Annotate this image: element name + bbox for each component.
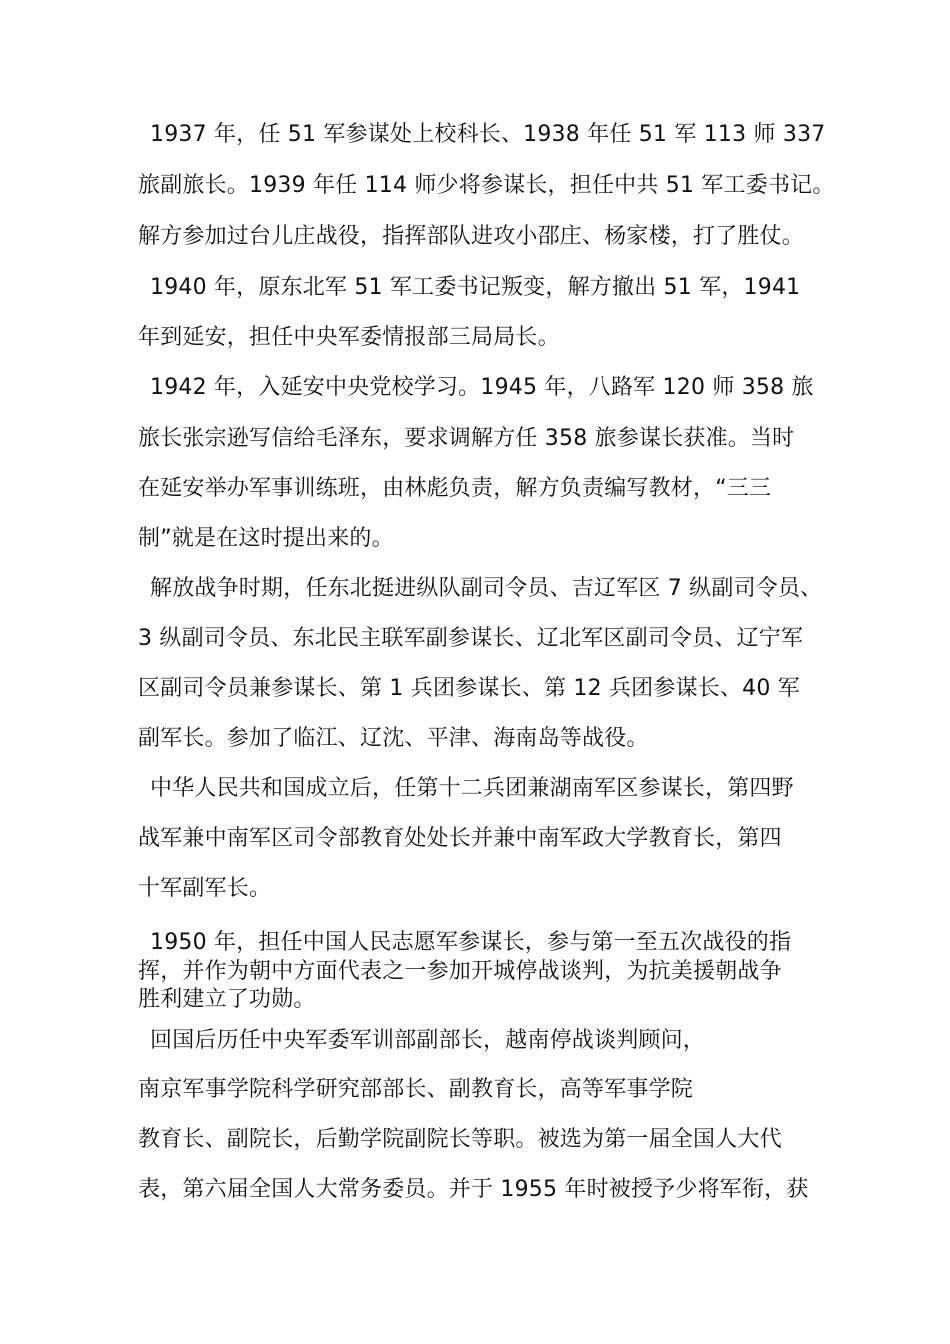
text-line: 旅长张宗逊写信给毛泽东，要求调解方任 358 旅参谋长获准。当时 (138, 426, 795, 451)
text-line: 旅副旅长。1939 年任 114 师少将参谋长，担任中共 51 军工委书记。 (138, 173, 835, 198)
text-line: 胜利建立了功勋。 (138, 987, 316, 1012)
text-line: 挥，并作为朝中方面代表之一参加开城停战谈判，为抗美援朝战争 (138, 959, 782, 984)
text-line: 战军兼中南军区司令部教育处处长并兼中南军政大学教育长，第四 (138, 826, 782, 851)
text-line: 副军长。参加了临江、辽沈、平津、海南岛等战役。 (138, 726, 649, 751)
text-line: 3 纵副司令员、东北民主联军副参谋长、辽北军区副司令员、辽宁军 (138, 626, 804, 651)
text-line: 1940 年，原东北军 51 军工委书记叛变，解方撤出 51 军，1941 (150, 275, 801, 300)
text-line: 在延安举办军事训练班，由林彪负责，解方负责编写教材，“三三 (138, 476, 772, 501)
text-line: 十军副军长。 (138, 876, 272, 901)
text-line: 制”就是在这时提出来的。 (138, 526, 394, 551)
text-line: 回国后历任中央军委军训部副部长，越南停战谈判顾问， (150, 1028, 706, 1053)
text-line: 中华人民共和国成立后，任第十二兵团兼湖南军区参谋长，第四野 (150, 776, 794, 801)
text-line: 1937 年，任 51 军参谋处上校科长、1938 年任 51 军 113 师 337 (150, 122, 826, 147)
text-line: 解方参加过台儿庄战役，指挥部队进攻小邵庄、杨家楼，打了胜仗。 (138, 224, 805, 249)
text-line: 区副司令员兼参谋长、第 1 兵团参谋长、第 12 兵团参谋长、40 军 (138, 676, 800, 701)
text-line: 1950 年，担任中国人民志愿军参谋长，参与第一至五次战役的指 (150, 930, 792, 955)
text-line: 教育长、副院长，后勤学院副院长等职。被选为第一届全国人大代 (138, 1127, 782, 1152)
text-line: 解放战争时期，任东北挺进纵队副司令员、吉辽军区 7 纵副司令员、 (150, 576, 823, 601)
text-line: 年到延安，担任中央军委情报部三局局长。 (138, 325, 560, 350)
text-line: 南京军事学院科学研究部部长、副教育长，高等军事学院 (138, 1077, 694, 1102)
text-line: 表，第六届全国人大常务委员。并于 1955 年时被授予少将军衔，获 (138, 1177, 809, 1202)
text-line: 1942 年，入延安中央党校学习。1945 年，八路军 120 师 358 旅 (150, 375, 814, 400)
